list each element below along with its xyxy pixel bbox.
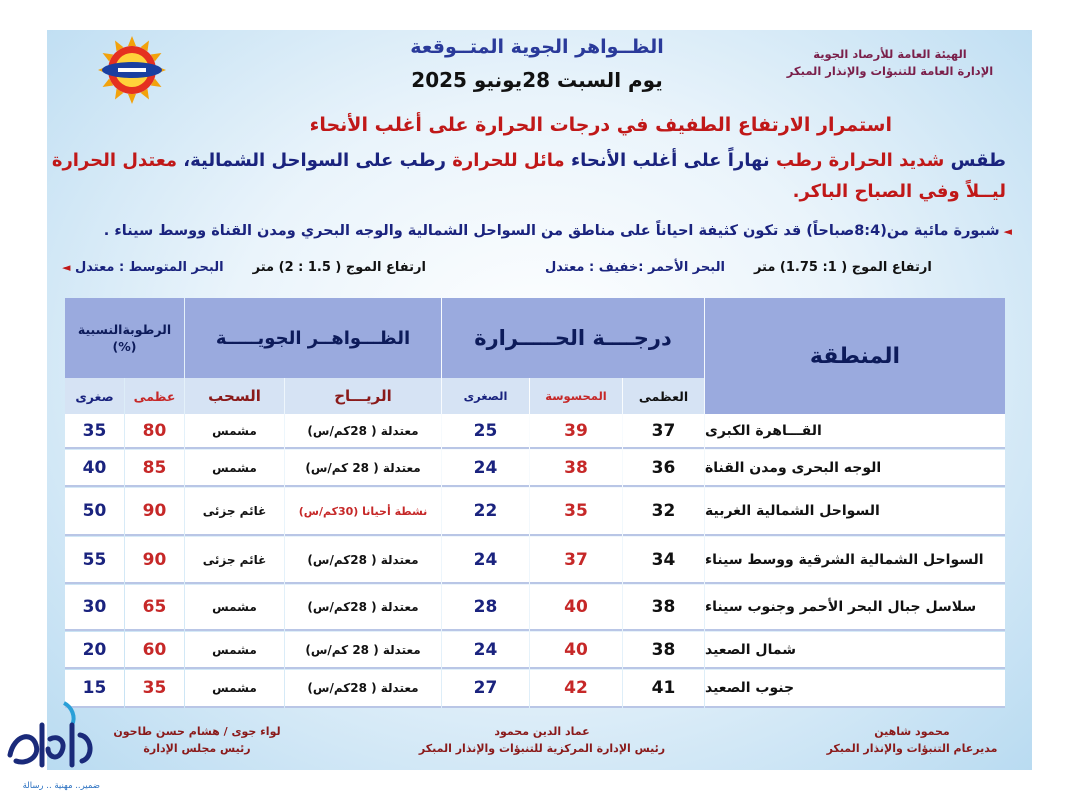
min-temp-cell: 27 (442, 670, 529, 708)
region-cell: السواحل الشمالية الشرقية ووسط سيناء (705, 537, 1005, 584)
clouds-cell: غائم جزئى (185, 488, 284, 536)
humidity-min-cell: 40 (65, 450, 124, 487)
clouds-cell: غائم جزئى (185, 537, 284, 584)
desc-part-f: معتدل الحرارة (51, 150, 178, 171)
watermark-tagline: ضمير.. مهنية .. رسالة (22, 781, 100, 791)
wind-cell: معتدلة ( 28كم/س) (285, 585, 441, 631)
humidity-max-cell: 35 (125, 670, 184, 708)
forecast-card (47, 30, 1032, 770)
wind-cell: معتدلة ( 28كم/س) (285, 537, 441, 584)
description-line-1 (52, 150, 1006, 171)
watermark-logo-icon (2, 695, 102, 794)
felt-temp-cell: 35 (530, 488, 622, 536)
ema-logo (87, 35, 177, 105)
fog-text: شبورة مائية من(8:4صباحاً) قد تكون كثيفة احياناً على مناطق من السواحل الشمالية والوجه البحري ومدن القناة ووسط سيناء . (103, 223, 1000, 239)
humidity-max-cell: 60 (125, 632, 184, 669)
max-temp-cell: 32 (623, 488, 704, 536)
headline: استمرار الارتفاع الطفيف في درجات الحرارة على أغلب الأنحاء (309, 114, 892, 136)
max-temp-cell: 41 (623, 670, 704, 708)
watermark (2, 695, 102, 794)
max-temp-label: العظمى (623, 378, 704, 414)
region-cell: القـــاهرة الكبرى (705, 414, 1005, 449)
desc-part-d: مائل للحرارة (452, 150, 565, 171)
region-cell: السواحل الشمالية الغربية (705, 488, 1005, 536)
signature-1 (812, 723, 1012, 757)
bullet-icon: ◄ (999, 225, 1012, 238)
min-temp-cell: 24 (442, 537, 529, 584)
clouds-cell: مشمس (185, 414, 284, 449)
sig2-name: عماد الدين محمود (494, 725, 590, 738)
clouds-label: السحب (185, 378, 284, 414)
max-temp-cell: 34 (623, 537, 704, 584)
min-temp-cell: 25 (442, 414, 529, 449)
med-sea-label: البحر المتوسط : معتدل (75, 260, 224, 275)
felt-temp-cell: 42 (530, 670, 622, 708)
region-cell: سلاسل جبال البحر الأحمر وجنوب سيناء (705, 585, 1005, 631)
signature-3 (92, 723, 302, 757)
desc-part-b: شديد الحرارة رطب (775, 150, 945, 171)
min-temp-cell: 24 (442, 632, 529, 669)
humidity-max-cell: 80 (125, 414, 184, 449)
sig1-name: محمود شاهين (874, 725, 950, 738)
clouds-cell: مشمس (185, 632, 284, 669)
region-cell: الوجه البحرى ومدن القناة (705, 450, 1005, 487)
clouds-cell: مشمس (185, 585, 284, 631)
humidity-max-cell: 65 (125, 585, 184, 631)
region-header: المنطقة (705, 298, 1005, 414)
humidity-max-cell: 85 (125, 450, 184, 487)
fog-note (104, 223, 1012, 239)
desc-part-e: رطب على السواحل الشمالية، (177, 150, 453, 171)
min-temp-label: الصغرى (442, 378, 529, 414)
felt-temp-cell: 40 (530, 585, 622, 631)
max-temp-cell: 37 (623, 414, 704, 449)
felt-temp-cell: 39 (530, 414, 622, 449)
description-line-2 (793, 181, 1006, 202)
humidity-min-cell: 30 (65, 585, 124, 631)
humidity-max-cell: 90 (125, 537, 184, 584)
temperature-header: درجــــة الحـــــرارة (442, 298, 704, 378)
authority-block (760, 46, 1020, 80)
wind-cell: معتدلة ( 28كم/س) (285, 414, 441, 449)
humidity-max-cell: 90 (125, 488, 184, 536)
desc-part-a: طقس (944, 150, 1006, 171)
sig1-title: مديرعام التنبؤات والإنذار المبكر (826, 742, 998, 755)
page-title: الظــواهر الجوية المتــوقعة (410, 36, 664, 58)
min-temp-cell: 24 (442, 450, 529, 487)
phenomena-header: الظـــواهــر الجويـــــة (185, 298, 441, 378)
signature-2 (407, 723, 677, 757)
felt-temp-cell: 37 (530, 537, 622, 584)
felt-temp-label: المحسوسة (530, 378, 622, 414)
signatures (47, 715, 1032, 765)
red-sea-label: البحر الأحمر :خفيف : معتدل (545, 260, 725, 275)
clouds-cell: مشمس (185, 450, 284, 487)
humidity-min-cell: 50 (65, 488, 124, 536)
authority-name: الهيئة العامة للأرصاد الجوية (813, 47, 967, 61)
humidity-min-cell: 35 (65, 414, 124, 449)
region-cell: شمال الصعيد (705, 632, 1005, 669)
wind-cell: معتدلة ( 28 كم/س) (285, 632, 441, 669)
max-temp-cell: 36 (623, 450, 704, 487)
felt-temp-cell: 40 (530, 632, 622, 669)
clouds-cell: مشمس (185, 670, 284, 708)
sig3-title: رئيس مجلس الإدارة (143, 742, 251, 755)
max-temp-cell: 38 (623, 585, 704, 631)
region-cell: جنوب الصعيد (705, 670, 1005, 708)
red-sea-wave: ارتفاع الموج ( 1: 1.75) متر (753, 260, 932, 275)
forecast-table (65, 298, 1005, 709)
humidity-min-cell: 55 (65, 537, 124, 584)
sig3-name: لواء جوى / هشام حسن طاحون (113, 725, 281, 738)
humidity-max-label: عظمى (125, 378, 184, 414)
min-temp-cell: 28 (442, 585, 529, 631)
wind-cell: معتدلة ( 28كم/س) (285, 670, 441, 708)
sig2-title: رئيس الإدارة المركزية للتنبؤات والإنذار المبكر (418, 742, 666, 755)
desc-part-c: نهاراً على أغلب الأنحاء (564, 150, 776, 171)
wind-cell: نشطة أحيانا (30كم/س) (285, 488, 441, 536)
humidity-header: الرطوبةالنسبية (%) (65, 298, 184, 378)
humidity-min-cell: 15 (65, 670, 124, 708)
felt-temp-cell: 38 (530, 450, 622, 487)
desc-line2-text: ليــلاً وفي الصباح الباكر. (792, 181, 1006, 202)
med-sea-wave: ارتفاع الموج ( 1.5 : 2) متر (252, 260, 426, 275)
ema-logo-icon (87, 35, 177, 105)
authority-department: الإدارة العامة للتنبؤات والإنذار المبكر (786, 64, 994, 78)
winds-label: الريـــاح (285, 378, 441, 414)
sea-conditions (62, 260, 1012, 275)
min-temp-cell: 22 (442, 488, 529, 536)
forecast-date: يوم السبت 28يونيو 2025 (411, 68, 663, 92)
max-temp-cell: 38 (623, 632, 704, 669)
wind-cell: معتدلة ( 28 كم/س) (285, 450, 441, 487)
humidity-min-label: صغرى (65, 378, 124, 414)
humidity-min-cell: 20 (65, 632, 124, 669)
bullet-icon: ◄ (62, 261, 71, 274)
